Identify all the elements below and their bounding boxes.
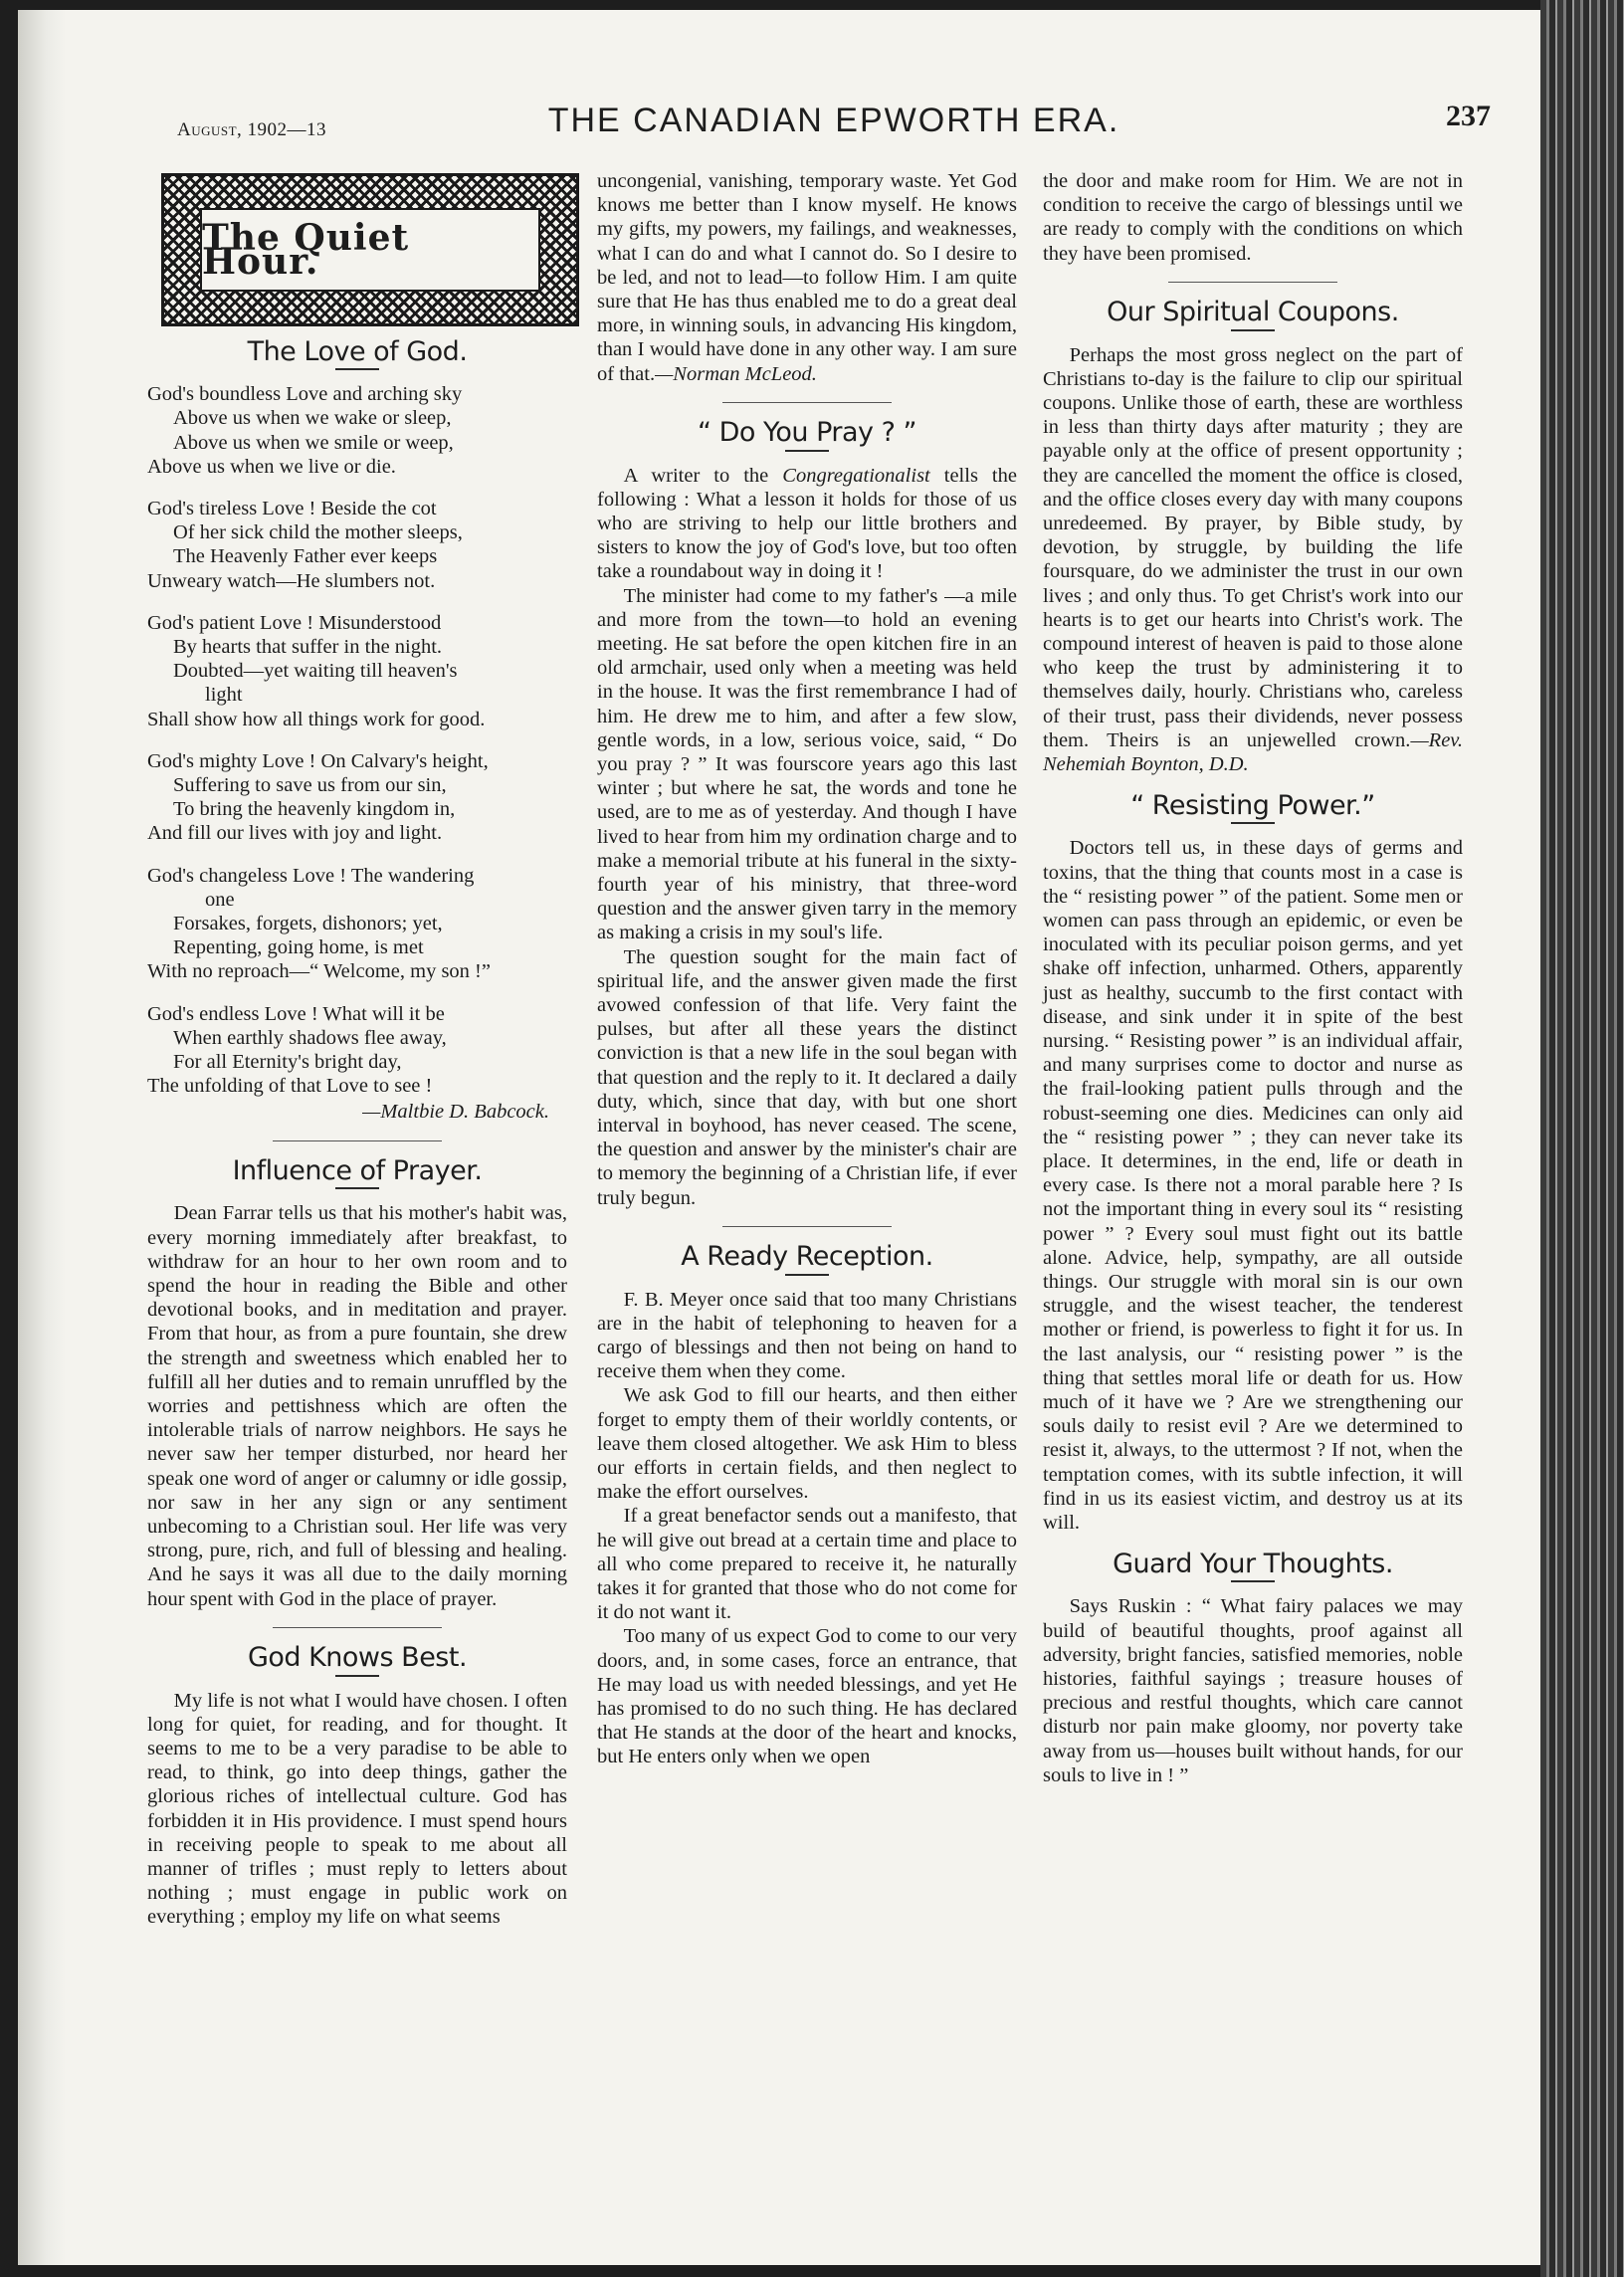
influence-of-prayer-text: Dean Farrar tells us that his mother's habit was, every morning immediately after breakfast, to withdraw for an hour to her own room and to spend the hour in reading the Bible and other devotional books, and in meditation and prayer. From that hour, as from a pure fountain, she drew the strength and sweetness which enabled her to fulfill all her duties and to remain unruffled by the worries and pettishness which are often the intolerable trials of narrow neighbors. He says he never saw her temper disturbed, nor heard her speak one word of anger or calumny or idle gossip, nor saw in her any sign or any sentiment unbecoming to a Christian soul. Her life was very strong, pure, rich, and full of blessing and healing. And he says it was all due to the daily morning hour spent with God in the place of prayer. xyxy=(147,1202,567,1610)
poem-line: God's boundless Love and arching sky xyxy=(147,383,463,406)
poem-stanza xyxy=(147,864,567,984)
section-rule xyxy=(273,1627,442,1629)
ready-reception-heading: A Ready Reception. xyxy=(681,1241,933,1273)
ready-reception-p4: Too many of us expect God to come to our very doors, and, in some cases, force an entrance, that He may load us with needed blessings, and yet He has promised to do no such thing. He has declared that He stands at the door of the heart and knocks, but He enters only when we open xyxy=(597,1625,1017,1768)
resisting-power-text: Doctors tell us, in these days of germs and toxins, that the thing that counts most in a case is the “ resisting power ” of the patient. Some men or women can pass through an epidemic, or even be inoculated with its peculiar poison germs, and yet shake off infection, unharmed. Others, apparently just as healthy, succumb to the first contact with disease, and sink under it in spite of the best nursing. “ Resisting power ” is an individual affair, and many surprises come to doctor and nurse as the frail-looking patient pulls through and the robust-seeming one dies. Medicines can only aid the “ resisting power ” ; they can never take its place. It determines, in the end, life or death in every case. Is there not a moral parable here ? Is not the important thing in every soul its “ resisting power ” ? Every soul must fight out its battle alone. Advice, help, sympathy, are all outside things. Our struggle with moral sin is our own struggle, and the wisest teacher, the tenderest mother or friend, is powerless to fight it for us. In the last analysis, our “ resisting power ” is the thing that settles moral life or death for us. How much of it have we ? Are we strengthening our souls daily to resist evil ? Are we determined to resist it, always, to the uttermost ? If not, when the temptation comes, with its subtle infection, it will find in us its easiest victim, and destroy us at its will. xyxy=(1043,837,1463,1535)
god-knows-best-author: —Norman McLeod. xyxy=(655,362,817,385)
poem-line: For all Eternity's bright day, xyxy=(173,1051,402,1074)
column-3 xyxy=(1043,169,1463,1787)
poem-stanza xyxy=(147,1002,567,1099)
do-you-pray-heading: “ Do You Pray ? ” xyxy=(698,417,916,449)
ready-reception-p1: F. B. Meyer once said that too many Christians are in the habit of telephoning to heaven for a cargo of blessings and then not being on hand to receive them when they come. xyxy=(597,1288,1017,1383)
love-of-god-poem xyxy=(147,382,567,1124)
poem-line: By hearts that suffer in the night. xyxy=(173,636,443,659)
guard-thoughts-text: Says Ruskin : “ What fairy palaces we may build of beautiful thoughts, proof against all adversity, bright fancies, satisfied memories, noble histories, faithful sayings ; treasure houses of precious and restful thoughts, which care cannot disturb nor pain make gloomy, nor poverty take away from us—houses built without hands, for our souls to live in ! ” xyxy=(1043,1595,1463,1786)
poem-line: The unfolding of that Love to see ! xyxy=(147,1075,433,1098)
heading-dash xyxy=(1231,822,1275,824)
poem-line: Suffering to save us from our sin, xyxy=(173,774,447,797)
ready-reception-continued: the door and make room for Him. We are not in condition to receive the cargo of blessings until we are ready to comply with the conditions on which they have been promised. xyxy=(1043,170,1463,265)
poem-line: When earthly shadows flee away, xyxy=(173,1026,447,1049)
quiet-hour-title: The Quiet Hour. xyxy=(202,216,410,283)
poem-line: God's changeless Love ! The wandering xyxy=(147,864,475,887)
poem-line: Repenting, going home, is met xyxy=(173,936,424,959)
spiritual-coupons-author: —Rev. Nehemiah Boynton, D.D. xyxy=(1043,728,1463,775)
do-you-pray-story: The minister had come to my father's —a mile and more from the town—to hold an evening meeting. He sat before the open kitchen fire in an old armchair, used only when a meeting was held in the house. It was the first remembrance I had of him. He drew me to him, and after a few slow, gentle words, in a low, serious voice, said, “ Do you pray ? ” It was fourscore years ago this last winter ; but where he sat, the words and tone he used, are to me as of yesterday. And though I have lived to hear from him my ordination charge and to make a memorial tribute at his funeral in the sixty-fourth year of his ministry, that three-word question and the answer given tarry in the memory as making a crisis in my soul's life. xyxy=(597,584,1017,944)
poem-line: light xyxy=(205,684,243,707)
publication-name: Congregationalist xyxy=(782,464,930,487)
spiritual-coupons-heading: Our Spiritual Coupons. xyxy=(1107,297,1399,328)
quiet-hour-banner xyxy=(161,173,579,326)
column-2 xyxy=(597,169,1017,1769)
poem-line: Above us when we live or die. xyxy=(147,455,396,478)
poem-line: Above us when we smile or weep, xyxy=(173,431,454,454)
poem-line: The Heavenly Father ever keeps xyxy=(173,545,438,568)
god-knows-best-continued xyxy=(597,169,1017,386)
poem-line: Above us when we wake or sleep, xyxy=(173,407,452,430)
book-edge xyxy=(1540,0,1624,2277)
poem-line: Forsakes, forgets, dishonors; yet, xyxy=(173,913,443,935)
text-run: Perhaps the most gross neglect on the part of Christians to-day is the failure to clip our spiritual coupons. Unlike those of earth, these are worthless in less than thirty days after maturity ; they are payable only at the office of present opportunity ; they are cancelled the moment the office is closed, and the office closes every day with many coupons unredeemed. By prayer, by Bible study, by devotion, by struggle, by building the life foursquare, do we administer the trust in our own lives ; and only thus. To get Christ's work into our hearts is to get our hearts into Christ's work. The compound interest of heaven is paid to those alone who keep the trust by administering it to themselves daily, hourly. Christians who, careless of their trust, pass their dividends, never possess them. Theirs is an unjewelled crown. xyxy=(1043,343,1463,751)
poem-line: God's endless Love ! What will it be xyxy=(147,1002,445,1025)
heading-dash xyxy=(785,1274,829,1276)
resisting-power-heading: “ Resisting Power.” xyxy=(1130,790,1375,822)
poem-line: Of her sick child the mother sleeps, xyxy=(173,521,463,544)
influence-of-prayer-heading: Influence of Prayer. xyxy=(232,1155,483,1187)
poem-line: And fill our lives with joy and light. xyxy=(147,822,443,845)
publication-title: THE CANADIAN EPWORTH ERA. xyxy=(547,102,1120,139)
poem-stanza xyxy=(147,611,567,731)
poem-line: Doubted—yet waiting till heaven's xyxy=(173,660,458,683)
ready-reception-p3: If a great benefactor sends out a manifesto, that he will give out bread at a certain time and place to all who come prepared to receive it, he naturally takes it for granted that those who do not come for it do not want it. xyxy=(597,1505,1017,1624)
poem-stanza xyxy=(147,749,567,846)
poem-author: —Maltbie D. Babcock. xyxy=(362,1101,549,1124)
love-of-god-heading: The Love of God. xyxy=(247,336,468,367)
spiritual-coupons-text xyxy=(1043,343,1463,777)
poem-line: God's tireless Love ! Beside the cot xyxy=(147,498,437,520)
do-you-pray-reflection: The question sought for the main fact of spiritual life, and the answer given made the first avowed confession of that life. Very faint the pulses, but after all these years the distinct conviction is that a new life in the soul began with that question and the reply to it. It declared a daily duty, which, since that day, with but one short interval in boyhood, has never ceased. The scene, the question and answer by the minister's chair are to memory the beginning of a Christian life, if ever truly begun. xyxy=(597,945,1017,1209)
section-rule xyxy=(273,1140,442,1142)
heading-dash xyxy=(335,1187,379,1189)
heading-dash xyxy=(785,450,829,452)
do-you-pray-intro xyxy=(597,464,1017,584)
text-run: A writer to the xyxy=(623,464,783,487)
page-number: 237 xyxy=(1446,100,1491,132)
page-header xyxy=(177,94,1491,153)
god-knows-best-text: My life is not what I would have chosen. I often long for quiet, for reading, and for thought. It seems to me to be a very paradise to be able to read, to think, go into deep things, gather the glorious riches of intellectual culture. God has forbidden it in His providence. I must spend hours in receiving people to speak to me about all manner of trifles ; must reply to letters about nothing ; must engage in public work on everything ; employ my life on what seems xyxy=(147,1689,567,1929)
page-binding-shadow xyxy=(18,10,66,2265)
poem-line: God's mighty Love ! On Calvary's height, xyxy=(147,749,489,772)
poem-line: one xyxy=(205,888,235,911)
god-knows-best-text-cont: uncongenial, vanishing, temporary waste. Yet God knows me better than I know myself. He knows my gifts, my powers, my failings, and weaknesses, what I can do and what I cannot do. So I desire to be led, and not to lead—to follow Him. I am quite sure that He has thus enabled me to do a great deal more, in winning souls, in advancing His kingdom, than I would have done in any other way. I am sure of that. xyxy=(597,170,1017,385)
god-knows-best-heading: God Knows Best. xyxy=(247,1642,468,1674)
ready-reception-p2: We ask God to fill our hearts, and then either forget to empty them of their worldly contents, or leave them closed altogether. We ask Him to bless our efforts in certain fields, and then neglect to make the effort ourselves. xyxy=(597,1384,1017,1504)
section-rule xyxy=(722,402,892,404)
section-rule xyxy=(722,1226,892,1228)
magazine-page xyxy=(18,10,1540,2265)
poem-line: Shall show how all things work for good. xyxy=(147,708,486,730)
heading-dash xyxy=(1231,1580,1275,1582)
poem-line: To bring the heavenly kingdom in, xyxy=(173,798,456,821)
issue-date: August, 1902—13 xyxy=(177,119,327,140)
section-rule xyxy=(1168,282,1337,284)
text-run: tells the following : What a lesson it holds for those of us who are striving to help our little brothers and sisters to know the joy of God's love, but too often take a roundabout way in doing it ! xyxy=(597,464,1017,583)
poem-line: Unweary watch—He slumbers not. xyxy=(147,569,436,592)
poem-stanza xyxy=(147,497,567,593)
heading-dash xyxy=(335,368,379,370)
poem-line: With no reproach—“ Welcome, my son !” xyxy=(147,960,491,983)
poem-line: God's patient Love ! Misunderstood xyxy=(147,611,442,634)
poem-stanza xyxy=(147,382,567,479)
heading-dash xyxy=(1231,329,1275,331)
guard-thoughts-heading: Guard Your Thoughts. xyxy=(1113,1549,1393,1580)
column-1 xyxy=(147,169,567,1930)
heading-dash xyxy=(335,1675,379,1677)
